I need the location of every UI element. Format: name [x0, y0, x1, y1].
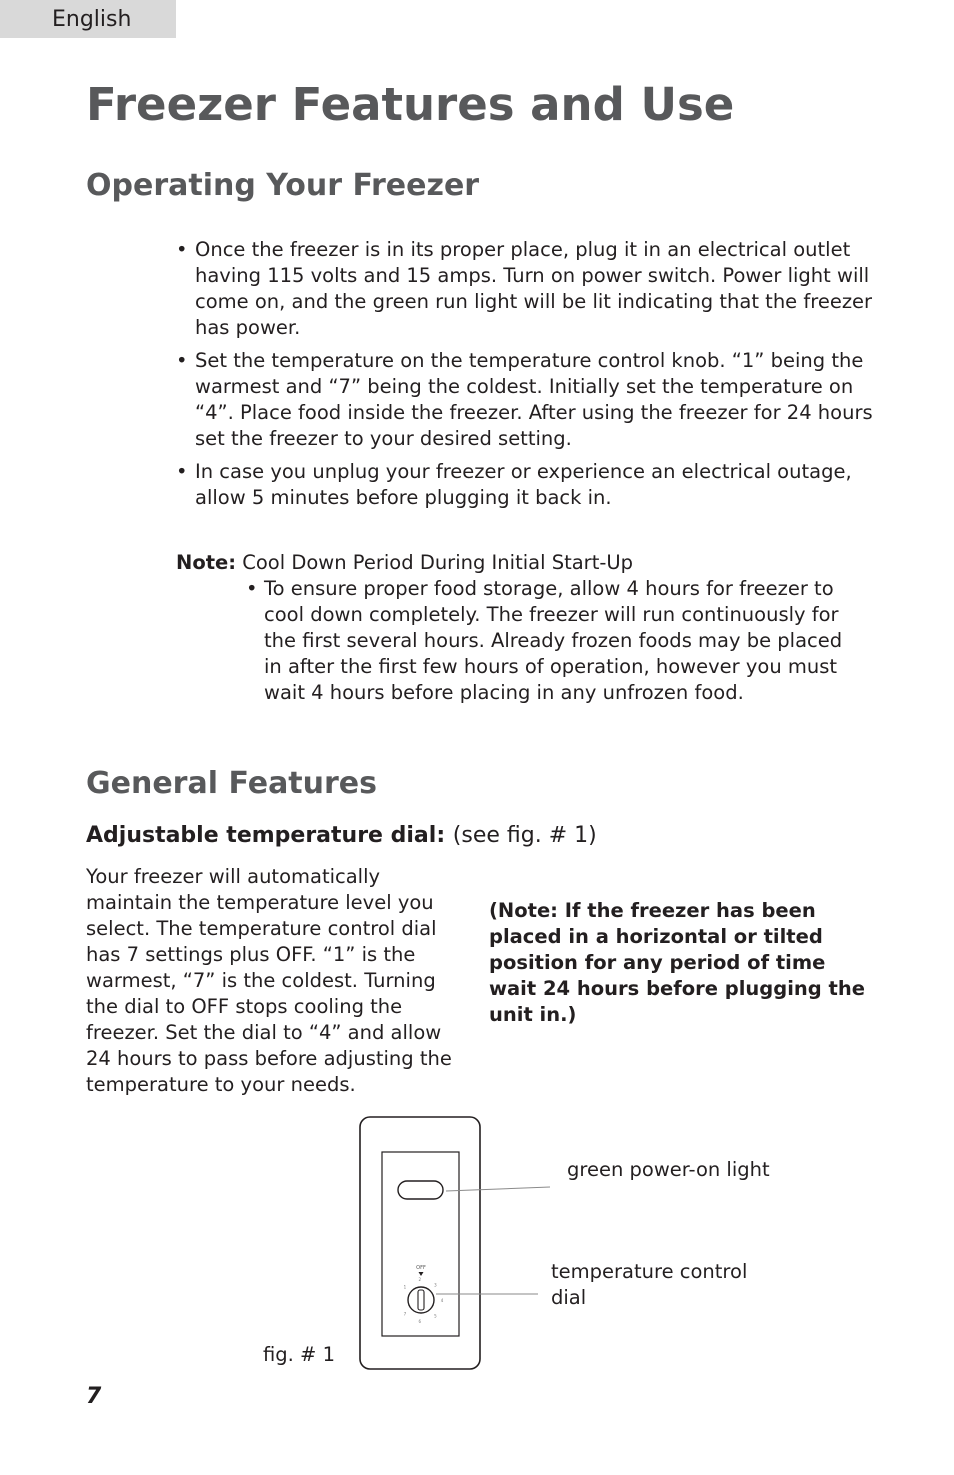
power-light-leader-line [446, 1187, 550, 1191]
dial-tick-label: 7 [403, 1311, 407, 1317]
dial-description: Your freezer will automatically maintain the temperature level you select. The temperature control dial has 7 settings plus OFF. “1” is the warmest, “7” is the coldest. Turning the dial to OFF stops cooling the freezer. Set the dial to “4” and allow 24 hours to pass before adjusting the temperature to your needs. [86, 865, 452, 1096]
operating-bullet: • In case you unplug your freezer or experience an electrical outage, allow 5 minutes before plugging it back in. [176, 459, 876, 511]
dial-label: temperature control dial [551, 1260, 748, 1309]
figure-caption: fig. # 1 [263, 1343, 336, 1366]
dial-tick-label: 6 [418, 1319, 422, 1324]
dial-subheading-label: Adjustable temperature dial: [86, 823, 446, 848]
dial-off-label: OFF [416, 1265, 426, 1271]
horizontal-position-caution: (Note: If the freezer has been placed in a horizontal or tilted position for any period of time wait 24 hours before plugging the unit in.) [489, 899, 865, 1026]
page-title: Freezer Features and Use [86, 78, 735, 131]
section-heading-general: General Features [86, 766, 378, 801]
dial-tick-label: 3 [434, 1282, 437, 1288]
dial-tick-label: 5 [434, 1313, 437, 1319]
note-title: Cool Down Period During Initial Start-Up [242, 551, 634, 574]
dial-figure-reference: (see fig. # 1) [452, 823, 597, 848]
dial-knob-grip [418, 1290, 424, 1310]
control-panel-outline [360, 1117, 480, 1369]
operating-bullet: • Once the freezer is in its proper place, plug it in an electrical outlet having 115 volts and 15 amps. Turn on power switch. Power light will come on, and the green run light will be lit indicating that the freezer has power. [176, 237, 876, 341]
dial-tick-label: 4 [440, 1298, 444, 1303]
note-label: Note: [176, 551, 237, 574]
dial-tick-label: 2 [418, 1277, 422, 1282]
section-heading-operating: Operating Your Freezer [86, 168, 480, 203]
note-bullet: • To ensure proper food storage, allow 4 hours for freezer to cool down completely. The freezer will run continuously for the first several hours. Already frozen foods may be placed in after the first few hours of operation, however you must wait 4 hours before placing in any unfrozen food. [246, 576, 856, 706]
control-panel-inner-frame [382, 1152, 459, 1336]
dial-knob [408, 1287, 434, 1313]
power-light-icon [398, 1181, 443, 1199]
power-light-label: green power-on light [567, 1158, 770, 1181]
page-number: 7 [86, 1384, 102, 1409]
dial-tick-label: 1 [403, 1284, 407, 1290]
operating-bullet: • Set the temperature on the temperature control knob. “1” being the warmest and “7” being the coldest. Initially set the temperature on “4”. Place food inside the freezer. After using the freezer for 24 hours set the freezer to your desired setting. [176, 348, 876, 452]
language-tab: English [0, 0, 176, 38]
dial-pointer-icon [419, 1272, 424, 1276]
